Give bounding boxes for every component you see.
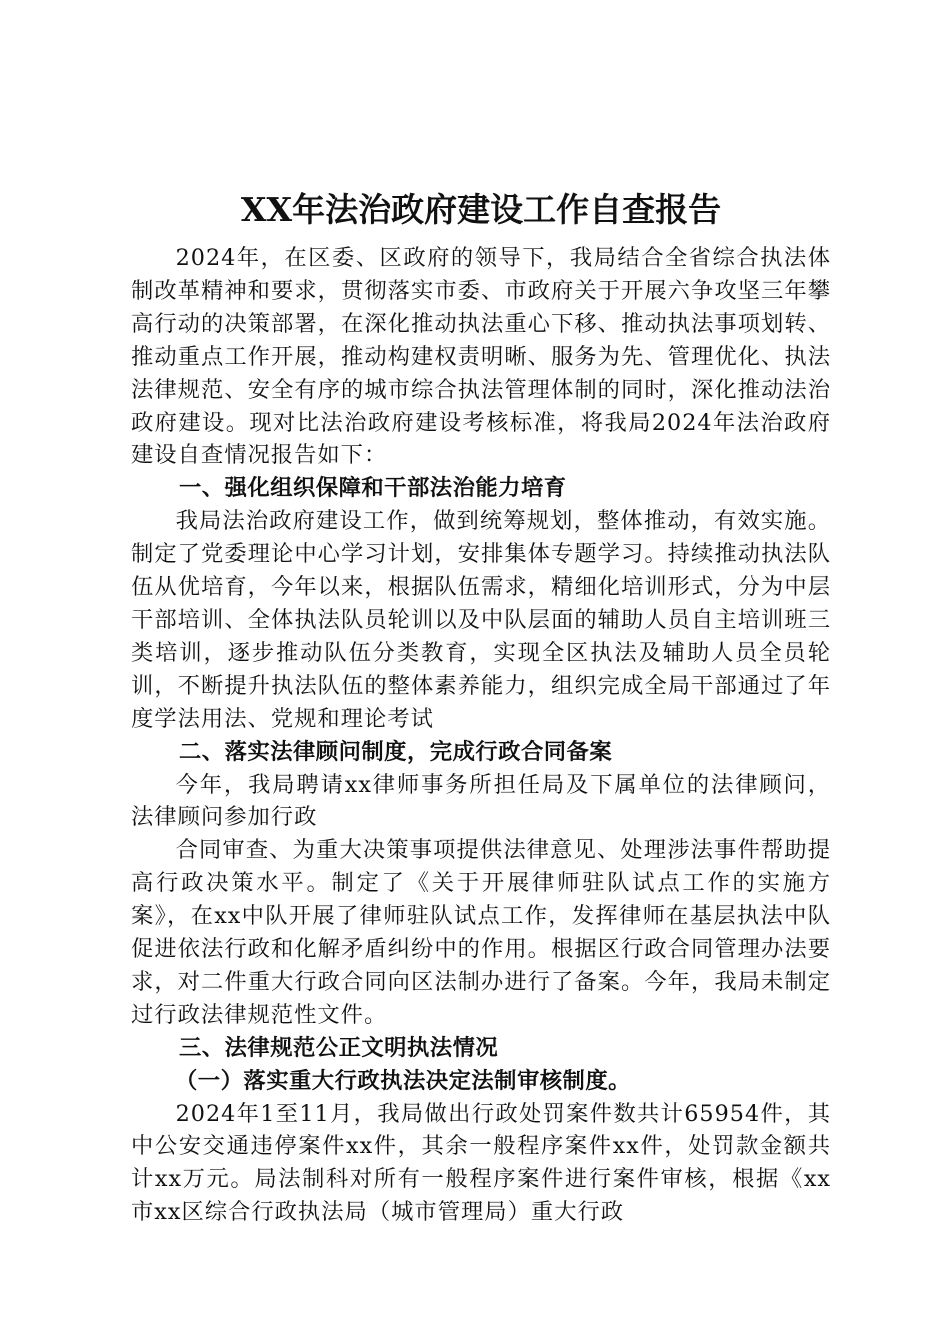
section-2-paragraph-2: 合同审查、为重大决策事项提供法律意见、处理涉法事件帮助提高行政决策水平。制定了《关于开展律师驻队试点工作的实施方案》，在xx中队开展了律师驻队试点工作，发挥律师在基层执法中队促进依法行政和化解矛盾纠纷中的作用。根据区行政合同管理办法要求，对二件重大行政合同向区法制办进行了备案。今年，我局未制定过行政法律规范性文件。: [131, 837, 831, 1028]
intro-paragraph: 2024年，在区委、区政府的领导下，我局结合全省综合执法体制改革精神和要求，贯彻落实市委、市政府关于开展六争攻坚三年攀高行动的决策部署，在深化推动执法重心下移、推动执法事项划转、推动重点工作开展，推动构建权责明晰、服务为先、管理优化、执法法律规范、安全有序的城市综合执法管理体制的同时，深化推动法治政府建设。现对比法治政府建设考核标准，将我局2024年法治政府建设自查情况报告如下：: [131, 245, 831, 469]
section-1-heading: 一、强化组织保障和干部法治能力培育: [179, 475, 567, 502]
document-body: [131, 182, 831, 1229]
section-1-paragraph: 我局法治政府建设工作，做到统筹规划，整体推动，有效实施。制定了党委理论中心学习计划，安排集体专题学习。持续推动执法队伍从优培育，今年以来，根据队伍需求，精细化培训形式，分为中层干部培训、全体执法队员轮训以及中队层面的辅助人员自主培训班三类培训，逐步推动队伍分类教育，实现全区执法及辅助人员全员轮训，不断提升执法队伍的整体素养能力，组织完成全局干部通过了年度学法用法、党规和理论考试: [131, 508, 831, 732]
document-title: XX年法治政府建设工作自查报告: [240, 190, 722, 229]
section-2-heading: 二、落实法律顾问制度，完成行政合同备案: [179, 738, 613, 765]
section-3-heading: 三、法律规范公正文明执法情况: [179, 1034, 499, 1061]
section-3-subheading-1: （一）落实重大行政执法决定法制审核制度。: [175, 1067, 631, 1094]
section-3-paragraph-1: 2024年1至11月，我局做出行政处罚案件数共计65954件，其中公安交通违停案件xx件，其余一般程序案件xx件，处罚款金额共计xx万元。局法制科对所有一般程序案件进行案件审核，根据《xx市xx区综合行政执法局（城市管理局）重大行政: [131, 1100, 831, 1226]
section-2-paragraph-1: 今年，我局聘请xx律师事务所担任局及下属单位的法律顾问，法律顾问参加行政: [131, 771, 831, 831]
